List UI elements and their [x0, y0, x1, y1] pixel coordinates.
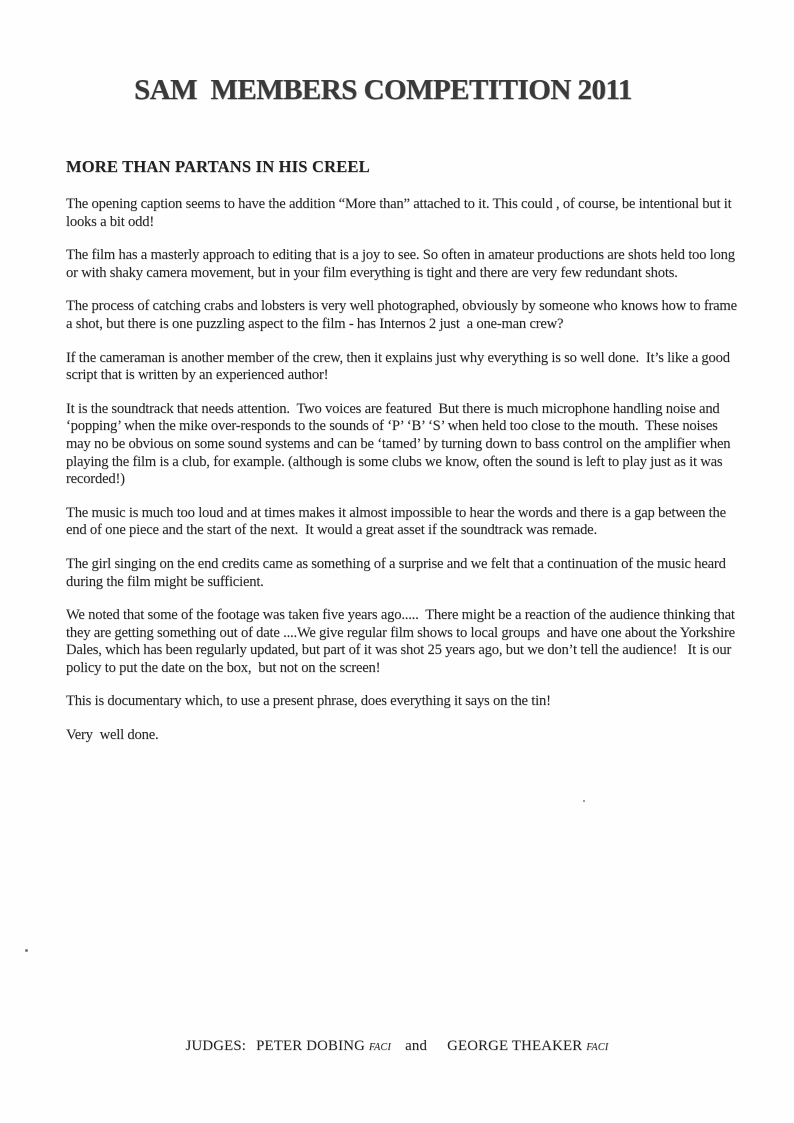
paragraph-footage-age: We noted that some of the footage was taken five years ago..... There might be a reaction of the audience thinking that they are getting something out of date ....We give regular film shows to local groups and have one about the Yorkshire Dales, which has been regularly updated, but part of it was shot 25 years ago, but we don’t tell the audience! It is our policy to put the date on the box, but not on the screen!	[66, 607, 739, 676]
document-title: SAM MEMBERS COMPETITION 2011	[134, 74, 632, 106]
judges-conjunction: and	[405, 1038, 428, 1054]
paragraph-editing: The film has a masterly approach to editing that is a joy to see. So often in amateur productions are shots held too long or with shaky camera movement, but in your film everything is tight and there are very few redundant shots.	[66, 247, 739, 281]
paragraph-music-volume: The music is much too loud and at times makes it almost impossible to hear the words and there is a gap between the end of one piece and the start of the next. It would a great asset if the soundtrack was remade.	[66, 504, 730, 539]
judge2-credential: FACI	[586, 1042, 609, 1053]
judges-line	[0, 1038, 794, 1055]
scan-speck	[25, 949, 28, 952]
judge1-name: PETER DOBING	[256, 1038, 365, 1054]
judges-label: JUDGES:	[185, 1038, 247, 1054]
review-title: MORE THAN PARTANS IN HIS CREEL	[66, 157, 370, 176]
paragraph-well-done: Very well done.	[66, 727, 159, 744]
judge2-name: GEORGE THEAKER	[447, 1038, 583, 1054]
paragraph-conclusion: This is documentary which, to use a present phrase, does everything it says on the tin!	[66, 693, 551, 710]
scan-speck	[583, 800, 585, 802]
paragraph-end-credits: The girl singing on the end credits came as something of a surprise and we felt that a continuation of the music heard during the film might be sufficient.	[66, 555, 730, 590]
paragraph-photography: The process of catching crabs and lobsters is very well photographed, obviously by someone who knows how to frame a shot, but there is one puzzling aspect to the film - has Internos 2 just a one-man crew?	[66, 298, 741, 332]
judge1-credential: FACI	[368, 1042, 392, 1053]
paragraph-cameraman: If the cameraman is another member of the crew, then it explains just why everything is so well done. It’s like a good script that is written by an experienced author!	[66, 349, 734, 384]
review-body	[66, 196, 740, 745]
paragraph-opening-caption: The opening caption seems to have the addition “More than” attached to it. This could , of course, be intentional but it looks a bit odd!	[66, 196, 735, 230]
paragraph-soundtrack: It is the soundtrack that needs attention. Two voices are featured But there is much microphone handling noise and ‘popping’ when the mike over-responds to the sounds of ‘P’ ‘B’ ‘S’ when held too close to the mouth. These noises may no be obvious on some sound systems and can be ‘tamed’ by turning down to bass control on the amplifier when playing the film is a club, for example. (although is some clubs we know, often the sound is left to play just as it was recorded!)	[66, 400, 734, 488]
